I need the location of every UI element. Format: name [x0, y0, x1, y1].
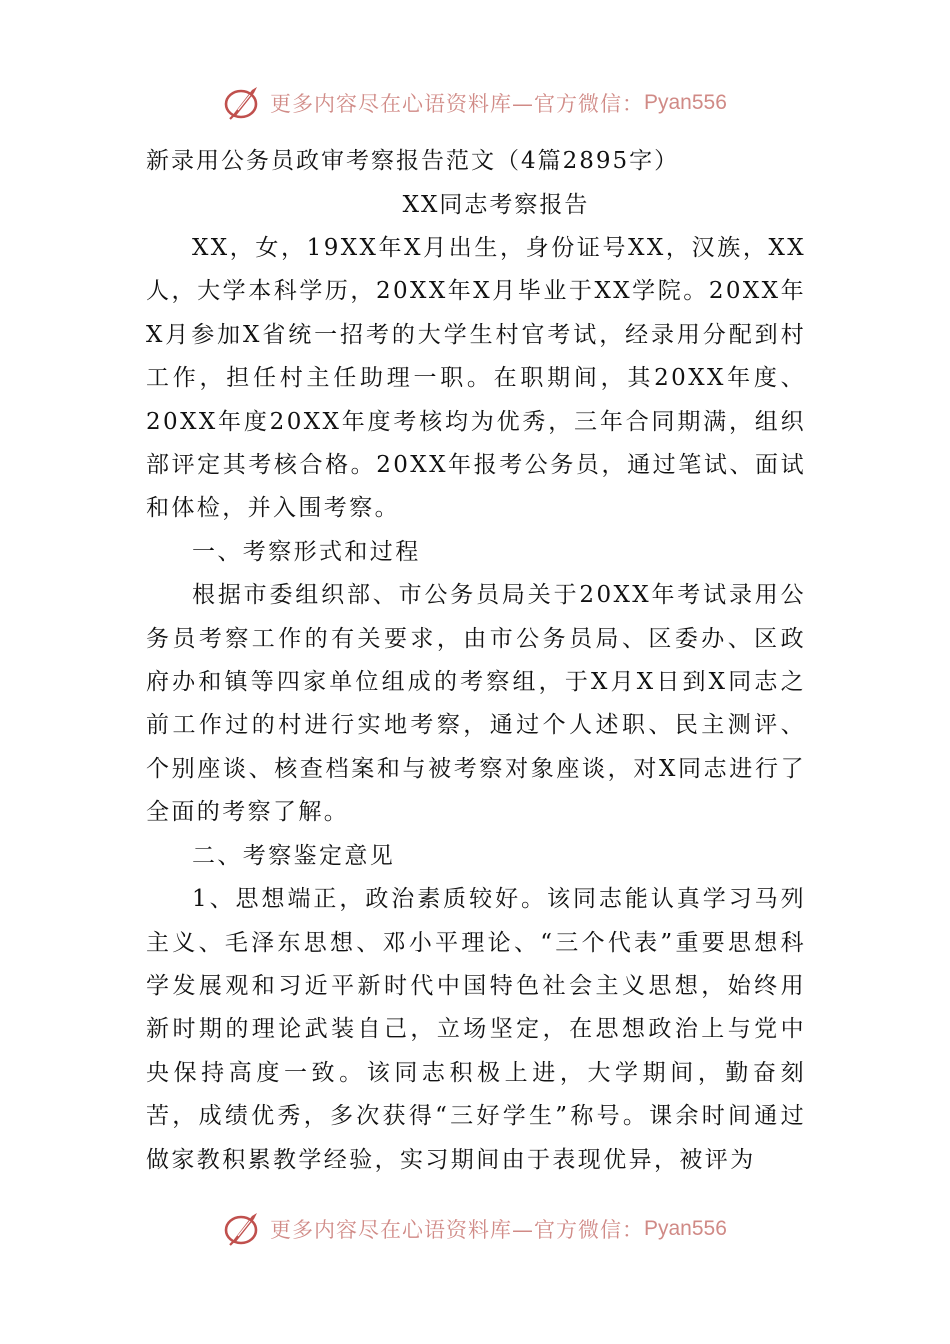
quill-pen-circle-icon — [222, 82, 264, 124]
watermark-banner-bottom — [0, 1204, 950, 1254]
document-title: 新录用公务员政审考察报告范文（4篇2895字） — [146, 148, 680, 174]
section1-heading: 一、考察形式和过程 — [192, 538, 421, 565]
document-body — [146, 139, 806, 1182]
watermark — [222, 1204, 727, 1254]
watermark-text: 更多内容尽在心语资料库—官方微信： — [270, 92, 644, 116]
watermark — [222, 78, 727, 128]
section2-heading: 二、考察鉴定意见 — [192, 842, 396, 869]
quill-pen-circle-icon — [222, 1208, 264, 1250]
intro-paragraph: XX，女，19XX年X月出生，身份证号XX，汉族，XX人，大学本科学历，20XX年X月毕业于XX学院。20XX年X月参加X省统一招考的大学生村官考试，经录用分配到村工作，担任村主任助理一职。在职期间，其20XX年度、20XX年度20XX年度考核均为优秀，三年合同期满，组织部评定其考核合格。20XX年报考公务员，通过笔试、面试和体检，并入围考察。 — [146, 235, 806, 522]
section1-paragraph: 根据市委组织部、市公务员局关于20XX年考试录用公务员考察工作的有关要求，由市公务员局、区委办、区政府办和镇等四家单位组成的考察组，于X月X日到X同志之前工作过的村进行实地考察，通过个人述职、民主测评、个别座谈、核查档案和与被考察对象座谈，对X同志进行了全面的考察了解。 — [146, 582, 806, 826]
document-subtitle: XX同志考察报告 — [402, 192, 590, 218]
section2-item1-paragraph: 1、思想端正，政治素质较好。该同志能认真学习马列主义、毛泽东思想、邓小平理论、“三个代表”重要思想科学发展观和习近平新时代中国特色社会主义思想，始终用新时期的理论武装自己，立场坚定，在思想政治上与党中央保持高度一致。该同志积极上进，大学期间，勤奋刻苦，成绩优秀，多次获得“三好学生”称号。课余时间通过做家教积累教学经验，实习期间由于表现优异，被评为 — [146, 886, 806, 1173]
watermark-wechat-id: Pyan556 — [644, 1217, 727, 1240]
watermark-text: 更多内容尽在心语资料库—官方微信： — [270, 1218, 644, 1242]
watermark-wechat-id: Pyan556 — [644, 91, 727, 114]
watermark-banner-top — [0, 78, 950, 128]
